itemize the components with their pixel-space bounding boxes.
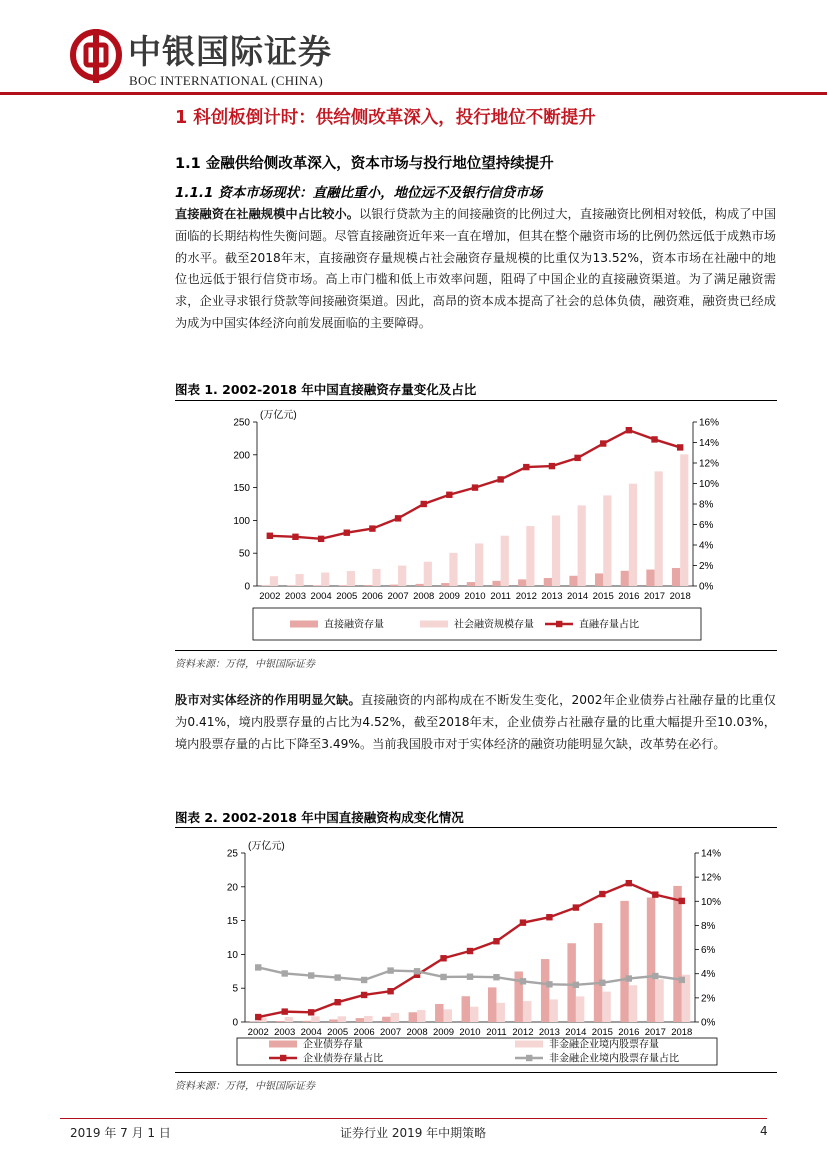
legend-swatch-bar (515, 1041, 543, 1048)
bar-secondary (338, 1016, 346, 1022)
line-point (520, 919, 526, 925)
line-point (651, 436, 657, 442)
y-axis-label: (万亿元) (260, 410, 297, 421)
footer-page-number: 4 (760, 1124, 768, 1138)
bar-secondary (523, 1001, 531, 1022)
line-point (282, 970, 288, 976)
line-point (599, 980, 605, 986)
x-tick-label: 2015 (592, 591, 614, 602)
bar-primary (541, 959, 549, 1022)
line-point (334, 999, 340, 1005)
line-point (679, 977, 685, 983)
line-point (573, 904, 579, 910)
x-tick-label: 2006 (361, 591, 383, 602)
bar-secondary (475, 543, 483, 586)
bar-primary (488, 987, 496, 1022)
x-tick-label: 2008 (413, 591, 435, 602)
legend-label: 直接融资存量 (324, 619, 384, 631)
y-tick-label: 15 (226, 916, 238, 928)
bar-secondary (496, 1003, 504, 1022)
bar-primary (620, 901, 628, 1022)
x-tick-label: 2017 (643, 591, 666, 602)
y-tick-label: 0 (232, 1017, 238, 1029)
y2-tick-label: 8% (701, 920, 716, 932)
line-point (267, 533, 273, 539)
x-tick-label: 2017 (644, 1027, 666, 1038)
line-point (318, 536, 324, 542)
x-tick-label: 2007 (387, 591, 409, 602)
y2-tick-label: 16% (699, 417, 720, 429)
figure-2-top-rule (175, 827, 777, 828)
bar-primary (409, 1012, 417, 1022)
legend-label: 直融存量占比 (579, 619, 639, 631)
x-tick-label: 2003 (274, 1027, 296, 1038)
bar-primary (415, 584, 423, 586)
bar-secondary (655, 979, 663, 1022)
header-rule (0, 92, 827, 95)
x-tick-label: 2012 (512, 1027, 534, 1038)
bar-secondary (321, 572, 329, 586)
bar-primary (441, 583, 449, 586)
line-point (546, 914, 552, 920)
paragraph-direct-financing (175, 204, 776, 335)
section-heading-3: 1.1.1 资本市场现状：直融比重小，地位远不及银行信贷市场 (175, 185, 543, 201)
bar-secondary (526, 526, 534, 586)
line-point (255, 1014, 261, 1020)
legend-swatch-bar (420, 621, 448, 628)
x-tick-label: 2011 (490, 591, 511, 602)
x-tick-label: 2006 (353, 1027, 375, 1038)
line-point (600, 440, 606, 446)
bar-primary (313, 585, 321, 586)
bar-primary (329, 1019, 337, 1022)
footer-document-title: 证券行业 2019 年中期策略 (340, 1126, 487, 1140)
x-tick-label: 2005 (336, 591, 358, 602)
x-tick-label: 2003 (284, 591, 307, 602)
x-tick-label: 2002 (259, 591, 281, 602)
section-heading-2: 1.1 金融供给侧改革深入，资本市场与投行地位望持续提升 (175, 156, 554, 172)
bar-secondary (285, 1017, 293, 1022)
x-tick-label: 2009 (432, 1027, 455, 1038)
bar-primary (492, 581, 500, 586)
x-tick-label: 2013 (541, 591, 563, 602)
line-point (574, 455, 580, 461)
y-tick-label: 20 (226, 882, 238, 894)
paragraph-lead: 直接融资在社融规模中占比较小。 (175, 207, 360, 221)
line-point (652, 973, 658, 979)
bar-primary (339, 585, 347, 586)
bar-secondary (655, 471, 663, 586)
x-tick-label: 2016 (618, 591, 640, 602)
legend-label: 非金融企业境内股票存量 (549, 1039, 659, 1051)
line-point (292, 534, 298, 540)
line-point (414, 968, 420, 974)
legend-label: 企业债券存量 (303, 1039, 363, 1051)
x-tick-label: 2010 (459, 1027, 481, 1038)
legend-label: 企业债券存量占比 (303, 1053, 383, 1065)
figure-2-title: 图表 2. 2002-2018 年中国直接融资构成变化情况 (175, 810, 464, 825)
figure-2-bottom-rule (175, 1072, 777, 1073)
line-point (361, 992, 367, 998)
bar-secondary (578, 505, 586, 586)
y-tick-label: 100 (233, 515, 250, 527)
y2-tick-label: 14% (699, 438, 720, 449)
line-point (387, 967, 393, 973)
bar-secondary (424, 562, 432, 586)
y-tick-label: 150 (233, 483, 250, 495)
bar-primary (364, 585, 372, 586)
line-point (308, 1009, 314, 1015)
paragraph-stock-market (175, 690, 776, 755)
figure-1-source: 资料来源：万得，中银国际证券 (175, 659, 315, 670)
bar-secondary (391, 1013, 399, 1022)
bar-secondary (501, 536, 509, 586)
bar-secondary (364, 1016, 372, 1022)
bar-primary (356, 1018, 364, 1022)
legend-label: 非金融企业境内股票存量占比 (549, 1053, 679, 1065)
line-point (440, 955, 446, 961)
x-tick-label: 2005 (327, 1027, 349, 1038)
line-point (421, 501, 427, 507)
line-point (344, 530, 350, 536)
x-tick-label: 2002 (247, 1027, 269, 1038)
line-point (282, 1008, 288, 1014)
line-point (361, 977, 367, 983)
bar-primary (435, 1004, 443, 1022)
x-tick-label: 2013 (538, 1027, 560, 1038)
line-point (497, 476, 503, 482)
line-point (440, 974, 446, 980)
line-point (520, 978, 526, 984)
figure-1-top-rule (175, 400, 777, 401)
y2-tick-label: 6% (699, 520, 714, 531)
line-point (467, 948, 473, 954)
bar-secondary (417, 1010, 425, 1022)
line-point (255, 964, 261, 970)
y-axis-label: (万亿元) (248, 841, 285, 852)
y2-tick-label: 12% (701, 872, 722, 884)
figure-1-chart (175, 402, 777, 648)
y2-tick-label: 6% (701, 945, 716, 957)
bar-secondary (576, 996, 584, 1022)
company-name-cn: 中银国际证券 (128, 32, 332, 71)
y2-tick-label: 4% (701, 969, 716, 981)
line-point (472, 484, 478, 490)
paragraph-lead: 股市对实体经济的作用明显欠缺。 (175, 693, 361, 707)
line-point (677, 444, 683, 450)
line-point (626, 427, 632, 433)
y2-tick-label: 2% (701, 993, 716, 1005)
y-tick-label: 200 (233, 450, 250, 462)
paragraph-body: 直接融资的内部构成在不断发生变化，2002年企业债券占社融存量的比重仅为0.41%，境内股票存量的占比为4.52%，截至2018年末，企业债券占社融存量的比重大幅提升至10.03%，境内股票存量的占比下降至3.49%。当前我国股市对于实体经济的融资功能明显欠缺，改革势在必行。 (175, 693, 776, 751)
x-tick-label: 2016 (618, 1027, 640, 1038)
figure-1-title: 图表 1. 2002-2018 年中国直接融资存量变化及占比 (175, 382, 477, 397)
line-point (308, 972, 314, 978)
y2-tick-label: 0% (699, 581, 714, 593)
x-tick-label: 2009 (438, 591, 460, 602)
y2-tick-label: 2% (699, 561, 714, 572)
bar-secondary (470, 1007, 478, 1022)
y2-tick-label: 12% (699, 458, 720, 470)
legend-swatch-bar (269, 1041, 297, 1048)
bar-secondary (552, 515, 560, 586)
y2-tick-label: 8% (699, 499, 714, 511)
bar-primary (647, 897, 655, 1022)
y2-tick-label: 4% (699, 540, 714, 552)
line-point (652, 891, 658, 897)
bar-primary (621, 571, 629, 586)
y2-tick-label: 10% (701, 896, 722, 908)
y-tick-label: 0 (244, 581, 250, 593)
line-point (395, 515, 401, 521)
line-point (626, 880, 632, 886)
legend-label: 社会融资规模存量 (454, 619, 534, 631)
line-point (679, 898, 685, 904)
bar-secondary (295, 574, 303, 586)
x-tick-label: 2007 (380, 1027, 402, 1038)
bar-primary (646, 570, 654, 586)
boc-logo-icon (70, 27, 122, 85)
paragraph-body: 以银行贷款为主的间接融资的比例过大，直接融资比例相对较低，构成了中国面临的长期结构性失衡问题。尽管直接融资近年来一直在增加，但其在整个融资市场的比例仍然远低于成熟市场的水平。截至2018年末，直接融资存量规模占社会融资存量规模的比重仅为13.52%，资本市场在社融中的地位也远低于银行信贷市场。高上市门槛和低上市效率问题，阻碍了中国企业的直接融资渠道。为了满足融资需求，企业寻求银行贷款等间接融资渠道。因此，高昂的资本成本提高了社会的总体负债，融资难，融资贵已经成为成为中国实体经济向前发展面临的主要障碍。 (175, 207, 777, 330)
x-tick-label: 2004 (310, 591, 332, 602)
legend-swatch-marker (556, 621, 562, 627)
bar-primary (594, 923, 602, 1022)
bar-primary (276, 1021, 284, 1022)
x-tick-label: 2011 (486, 1027, 507, 1038)
footer-rule (60, 1118, 767, 1119)
line-point (369, 525, 375, 531)
y-tick-label: 50 (238, 548, 250, 560)
y-tick-label: 25 (226, 848, 238, 860)
x-tick-label: 2012 (515, 591, 537, 602)
bar-primary (390, 585, 398, 586)
bar-primary (462, 996, 470, 1022)
bar-primary (382, 1017, 390, 1022)
x-tick-label: 2018 (669, 591, 691, 602)
footer-date: 2019 年 7 月 1 日 (70, 1126, 171, 1140)
x-tick-label: 2015 (591, 1027, 613, 1038)
line-point (387, 988, 393, 994)
line-point (493, 938, 499, 944)
bar-secondary (449, 553, 457, 586)
bar-primary (595, 573, 603, 586)
y-tick-label: 10 (226, 949, 238, 961)
x-tick-label: 2014 (565, 1027, 587, 1038)
bar-secondary (347, 571, 355, 586)
x-tick-label: 2004 (300, 1027, 322, 1038)
x-tick-label: 2010 (464, 591, 486, 602)
line-point (573, 982, 579, 988)
bar-secondary (629, 985, 637, 1022)
line-point (599, 891, 605, 897)
bar-secondary (398, 566, 406, 586)
figure-1-bottom-rule (175, 650, 777, 651)
y2-tick-label: 10% (699, 479, 720, 490)
bar-secondary (602, 992, 610, 1022)
figure-2-source: 资料来源：万得，中银国际证券 (175, 1081, 315, 1092)
bar-primary (467, 582, 475, 586)
line-point (523, 464, 529, 470)
line-point (546, 981, 552, 987)
legend-swatch-marker (280, 1055, 286, 1061)
x-tick-label: 2018 (671, 1027, 693, 1038)
line-point (446, 492, 452, 498)
line-point (626, 975, 632, 981)
bar-secondary (270, 576, 278, 586)
bar-secondary (311, 1016, 319, 1022)
bar-secondary (549, 999, 557, 1022)
line-point (493, 974, 499, 980)
y-tick-label: 250 (233, 417, 250, 429)
bar-primary (673, 886, 681, 1022)
bar-secondary (603, 495, 611, 586)
bar-secondary (444, 1009, 452, 1022)
line-point (334, 974, 340, 980)
line-point (549, 463, 555, 469)
line-point (467, 974, 473, 980)
y2-tick-label: 14% (701, 848, 722, 860)
bar-primary (672, 568, 680, 586)
bar-primary (518, 579, 526, 586)
bar-primary (303, 1021, 311, 1022)
x-tick-label: 2008 (406, 1027, 428, 1038)
x-tick-label: 2014 (567, 591, 589, 602)
legend-swatch-bar (290, 621, 318, 628)
section-heading-1: 1 科创板倒计时：供给侧改革深入，投行地位不断提升 (175, 108, 596, 128)
bar-secondary (629, 484, 637, 586)
figure-2-chart (175, 830, 777, 1070)
bar-secondary (372, 569, 380, 586)
legend-swatch-marker (526, 1055, 532, 1061)
bar-primary (287, 585, 295, 586)
bar-primary (569, 576, 577, 586)
company-name-en: BOC INTERNATIONAL (CHINA) (129, 73, 324, 88)
bar-secondary (680, 454, 688, 586)
bar-primary (544, 578, 552, 586)
y2-tick-label: 0% (701, 1017, 716, 1029)
y-tick-label: 5 (232, 983, 238, 995)
